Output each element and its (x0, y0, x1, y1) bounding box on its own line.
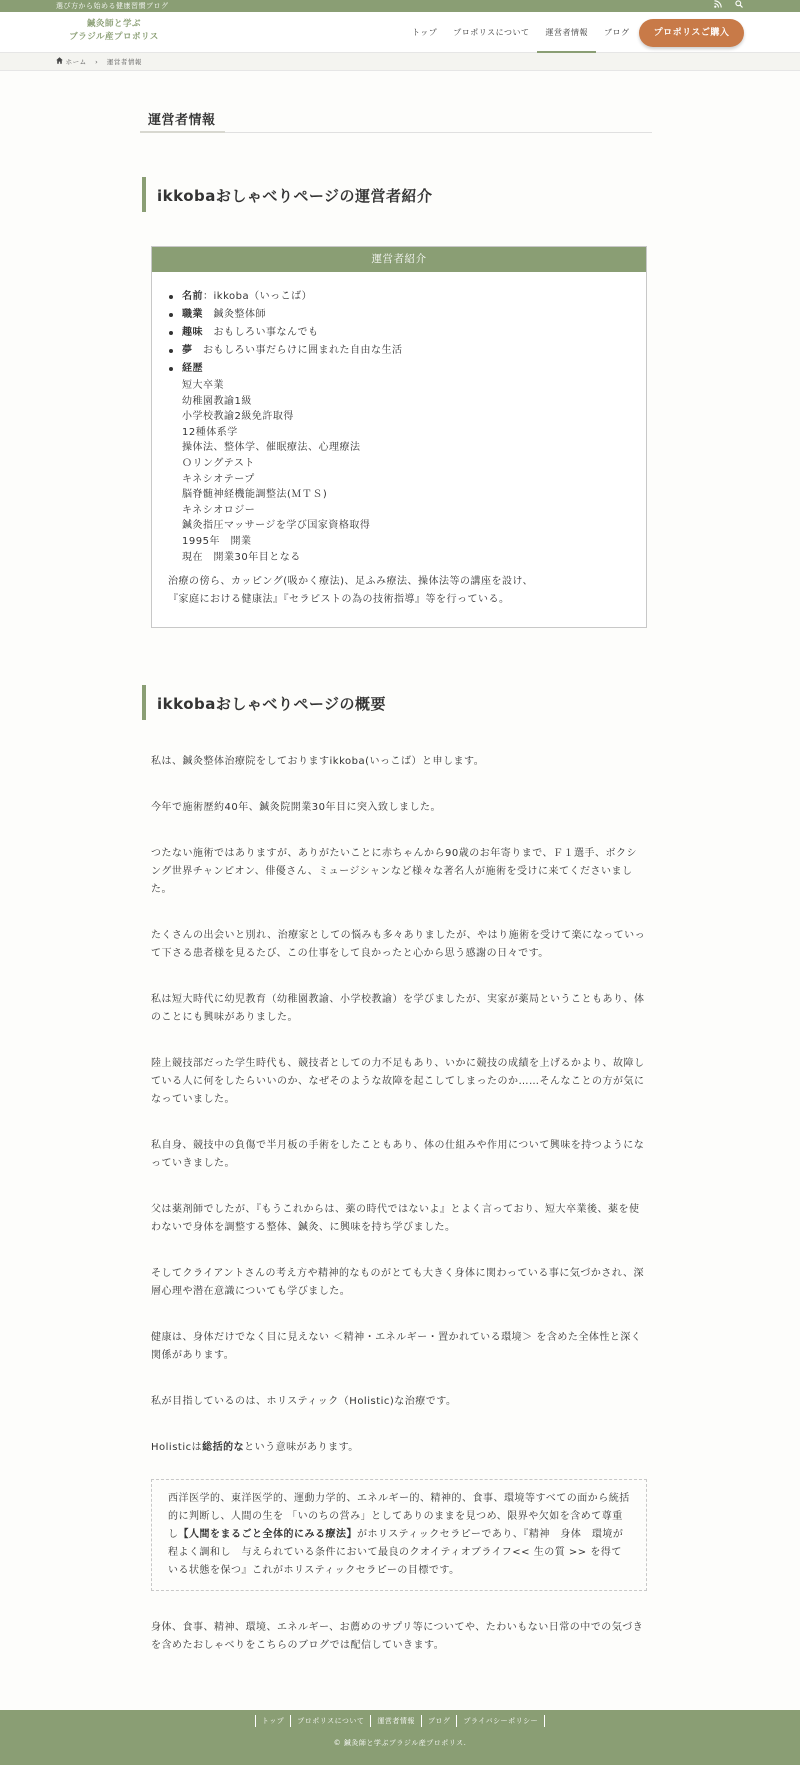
paragraph: 私自身、競技中の負傷で半月板の手術をしたこともあり、体の仕組みや作用について興味を持つようになっていきました。 (151, 1140, 645, 1170)
job-label: 職業 (182, 309, 203, 320)
logo-line1: 鍼灸師と学ぶ (86, 19, 141, 29)
site-tagline: 選び方から始める健康習慣ブログ (56, 2, 169, 10)
profile-dream (182, 342, 630, 360)
paragraph: 陸上競技部だった学生時代も、競技者としての力不足もあり、いかに競技の成績を上げるかより、故障している人に何をしたらいいのか、なぜそのような故障を起こしてしまったのか……そんなことの方が気になっていました。 (151, 1058, 645, 1106)
profile-box (151, 246, 647, 628)
site-header (0, 12, 800, 53)
main-content (0, 109, 800, 1655)
breadcrumb-current: 運営者情報 (106, 58, 142, 66)
holistic-prefix: Holisticは (151, 1442, 203, 1454)
profile-note-line1: 治療の傍ら、カッピング(吸かく療法)、足ふみ療法、操体法等の講座を設け、 (168, 576, 534, 588)
career-item: Ｏリングテスト (182, 457, 255, 469)
chevron-right-icon: › (95, 58, 99, 66)
profile-note (168, 573, 630, 609)
holistic-quote-box (151, 1479, 647, 1591)
footer-link-propolis[interactable]: プロポリスについて (290, 1715, 370, 1727)
footer-links (0, 1710, 800, 1727)
section-heading-operator: ikkobaおしゃべりページの運営者紹介 (142, 177, 660, 212)
quote-bold: 【人間をまるごと全体的にみる療法】 (178, 1529, 357, 1541)
copyright: © 鍼灸師と学ぶブラジル産プロポリス. (333, 1739, 467, 1748)
career-item: 幼稚園教諭1級 (182, 395, 252, 407)
profile-body (152, 272, 646, 627)
breadcrumb (0, 53, 800, 71)
holistic-bold: 総括的な (202, 1442, 245, 1454)
holistic-paragraph (151, 1439, 647, 1457)
profile-hobby (182, 324, 630, 342)
career-item: 操体法、整体学、催眠療法、心理療法 (182, 442, 361, 454)
paragraph: つたない施術ではありますが、ありがたいことに赤ちゃんから90歳のお年寄りまで、Ｆ１選手、ボクシング世界チャンピオン、俳優さん、ミュージシャンなど様々な著名人が施術を受けに来てくださいました。 (151, 848, 638, 896)
career-item: キネシオロジー (182, 504, 256, 516)
page-title: 運営者情報 (140, 109, 652, 133)
profile-career (182, 360, 630, 565)
nav-top[interactable]: トップ (412, 28, 438, 37)
hobby-label: 趣味 (182, 327, 203, 338)
main-nav (404, 12, 637, 53)
holistic-suffix: という意味があります。 (244, 1442, 359, 1454)
paragraph: たくさんの出会いと別れ、治療家としての悩みも多々ありましたが、やはり施術を受けて楽になっていって下さる患者様を見るたび、この仕事をして良かったと心から思う感謝の日々です。 (151, 930, 646, 960)
paragraph: 私が目指しているのは、ホリスティック（Holistic)な治療です。 (151, 1396, 457, 1408)
career-item: キネシオテープ (182, 473, 255, 485)
paragraph: 私は短大時代に幼児教育（幼稚園教諭、小学校教諭）を学びましたが、実家が薬局ということもあり、体のことにも興味がありました。 (151, 994, 645, 1024)
section-heading-overview: ikkobaおしゃべりページの概要 (142, 685, 660, 720)
closing-paragraph: 身体、食事、精神、環境、エネルギー、お薦めのサプリ等についてや、たわいもない日常の中での気づきを含めたおしゃべりをこちらのブログでは配信していきます。 (151, 1622, 644, 1652)
career-item: 現在 開業30年目となる (182, 551, 301, 563)
career-item: 12種体系学 (182, 426, 238, 438)
paragraph: 私は、鍼灸整体治療院をしておりますikkoba(いっこば）と申します。 (151, 756, 485, 768)
topbar-icons (704, 0, 743, 12)
search-icon[interactable] (735, 1, 743, 10)
nav-operator[interactable]: 運営者情報 (537, 12, 596, 53)
profile-box-title: 運営者紹介 (152, 247, 646, 272)
paragraph: 健康は、身体だけでなく目に見えない ＜精神・エネルギー・置かれている環境＞ を含めた全体性と深く関係があります。 (151, 1332, 642, 1362)
name-value: ：ikkoba（いっこば） (203, 291, 313, 302)
profile-job (182, 306, 630, 324)
job-value: 鍼灸整体師 (203, 309, 266, 320)
dream-label: 夢 (182, 345, 193, 356)
dream-value: おもしろい事だらけに囲まれた自由な生活 (192, 345, 403, 356)
career-item: 小学校教諭2級免許取得 (182, 411, 294, 423)
paragraph: そしてクライアントさんの考え方や精神的なものがとても大きく身体に関わっている事に気づかされ、深層心理や潜在意識についても学びました。 (151, 1268, 644, 1298)
profile-note-line2: 『家庭における健康法』『セラピストの為の技術指導』等を行っている。 (168, 594, 510, 606)
breadcrumb-home[interactable]: ホーム (65, 58, 87, 66)
nav-blog[interactable]: ブログ (603, 28, 630, 37)
career-item: 脳脊髄神経機能調整法(ＭＴＳ) (182, 489, 328, 501)
footer-link-blog[interactable]: ブログ (421, 1715, 457, 1727)
buy-propolis-button[interactable]: プロポリスご購入 (639, 19, 744, 47)
topbar (0, 0, 800, 12)
footer-link-operator[interactable]: 運営者情報 (370, 1715, 421, 1727)
hobby-value: おもしろい事なんでも (203, 327, 319, 338)
home-icon (56, 58, 66, 66)
paragraph: 今年で施術歴約40年、鍼灸院開業30年目に突入致しました。 (151, 802, 441, 814)
career-item: 鍼灸指圧マッサージを学び国家資格取得 (182, 520, 371, 532)
quote-part2: がホリスティックセラピーであり、『精神 身体 環境が程よく調和し 与えられている条件において最良のクオイティオブライフ<< 生の質 >> を得ている状態を保つ』これがホリスティックセラピーの目標です。 (168, 1529, 624, 1577)
career-label: 経歴 (182, 363, 203, 374)
footer-link-top[interactable]: トップ (255, 1715, 290, 1727)
site-footer (0, 1710, 800, 1765)
quote-part1: 西洋医学的、東洋医学的、運動力学的、エネルギー的、精神的、食事、環境等すべての面から統括的に判断し、人間の生を 「いのちの営み」としてありのままを見つめ、限界や欠如を含めて尊重し (168, 1493, 630, 1541)
paragraph: 父は薬剤師でしたが、『もうこれからは、薬の時代ではないよ』とよく言っており、短大卒業後、薬を使わないで身体を調整する整体、鍼灸、に興味を持ち学びました。 (151, 1204, 640, 1234)
logo-line2: ブラジル産プロポリス (69, 32, 159, 42)
profile-list (168, 288, 630, 565)
footer-link-privacy[interactable]: プライバシーポリシー (456, 1715, 545, 1727)
rss-icon[interactable] (714, 1, 725, 10)
career-item: 短大卒業 (182, 380, 224, 391)
career-item: 1995年 開業 (182, 535, 252, 547)
profile-name (182, 288, 630, 306)
site-logo[interactable] (62, 18, 166, 44)
name-label: 名前 (182, 291, 203, 302)
nav-propolis[interactable]: プロポリスについて (453, 28, 530, 37)
